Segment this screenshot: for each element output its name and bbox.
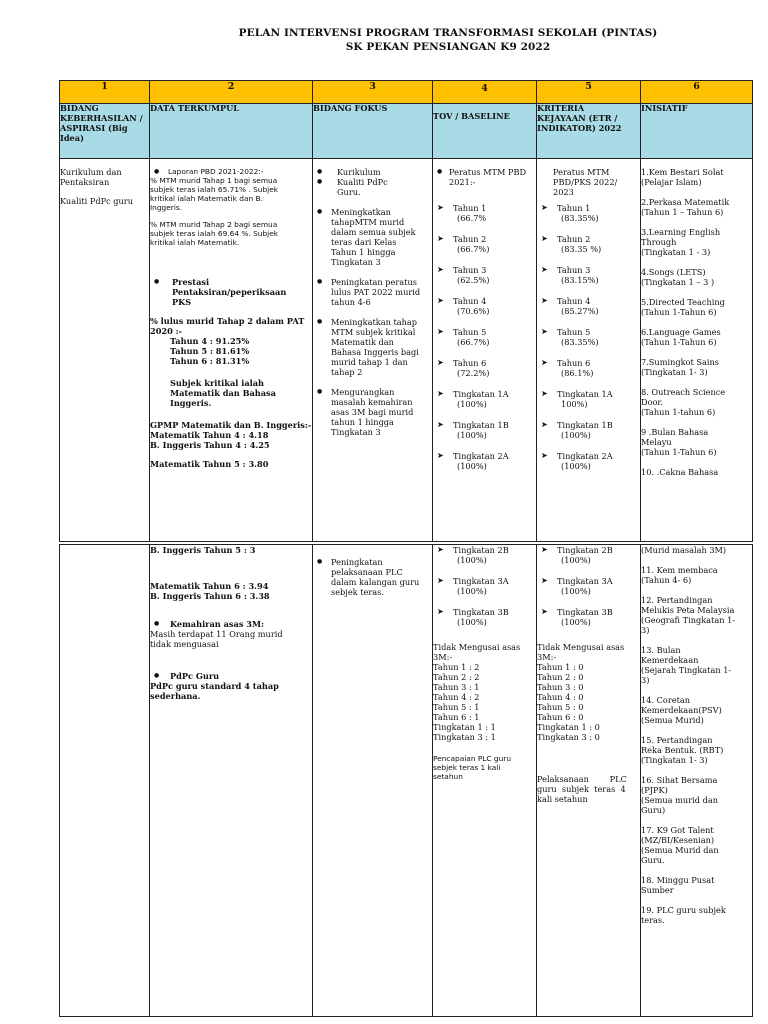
tov-item: ➤ Tahun 1 (66.7% (433, 203, 536, 223)
inisiatif-item: 1.Kem Bestari Solat (Pelajar Islam) (641, 167, 724, 187)
fokus-kurikulum: ● Kurikulum (313, 167, 432, 177)
prestasi-heading: ● Prestasi Pentaksiran/peperiksaan PKS (150, 277, 312, 307)
etr-3m-row: Tingkatan 3 : 0 (537, 732, 600, 742)
inisiatif-item: 9 .Bulan Bahasa Melayu (Tahun 1-Tahun 6) (641, 427, 717, 457)
lulus-text: % lulus murid Tahap 2 dalam PAT 2020 :- (150, 316, 305, 337)
inisiatif-item: 11. Kem membaca (Tahun 4- 6) (641, 565, 718, 585)
header-data-terkumpul: DATA TERKUMPUL (150, 104, 313, 159)
kemahiran-text: Masih terdapat 11 Orang murid tidak menguasai (150, 629, 283, 649)
gpmp-text: GPMP Matematik dan B. Inggeris:- Matematik Tahun 4 : 4.18 B. Inggeris Tahun 4 : 4.25 (150, 420, 312, 451)
etr-list-cont (537, 545, 640, 627)
etr-item: ➤ Tingkatan 1A 100%) (537, 389, 640, 409)
tov-3m-row: Tingkatan 3 : 1 (433, 732, 496, 742)
etr-item: ➤ Tingkatan 2A (100%) (537, 451, 640, 471)
tov-3m-row: Tahun 6 : 1 (433, 712, 480, 722)
tov-tidak-heading: Tidak Mengusai asas 3M:- (433, 642, 521, 662)
tahun6-scores: Matematik Tahun 6 : 3.94 B. Inggeris Tahun 6 : 3.38 (150, 581, 270, 601)
etr-3m-row: Tahun 4 : 0 (537, 692, 584, 702)
header-kriteria-kejayaan: KRITERIA KEJAYAAN (ETR / INDIKATOR) 2022 (537, 104, 641, 159)
header-bidang-keberhasilan: BIDANG KEBERHASILAN / ASPIRASI (Big Idea) (60, 104, 150, 159)
column-number-row (60, 81, 753, 104)
etr-3m-row: Tingkatan 1 : 0 (537, 722, 600, 732)
column-number-4: 4 (433, 81, 537, 104)
etr-item: ➤ Tahun 5 (83.35%) (537, 327, 640, 347)
cell-inisiatif (641, 159, 753, 542)
etr-item: ➤ Tingkatan 3A (100%) (537, 576, 640, 596)
etr-item: ➤ Tahun 6 (86.1%) (537, 358, 640, 378)
inisiatif-item: 6.Language Games (Tahun 1-Tahun 6) (641, 327, 721, 347)
header-inisiatif: INISIATIF (641, 104, 753, 159)
inisiatif-item: 8. Outreach Science Door. (Tahun 1-tahun 6) (641, 387, 726, 417)
inisiatif-item: 13. Bulan Kemerdekaan (Sejarah Tingkatan 1- 3) (641, 645, 732, 685)
etr-item: ➤ Tahun 4 (85.27%) (537, 296, 640, 316)
inisiatif-item: 2.Perkasa Matematik (Tahun 1 – Tahun 6) (641, 197, 730, 217)
cell-bidang-fokus: ● Kurikulum ● Kualiti PdPc Guru. ● Meningkatkan tahapMTM murid dalam semua subjek teras dari Kelas Tahun 1 hingga Tingkatan 3 ● Peningkatan peratus lulus PAT 2022 murid tahun 4-6 ● Meningkatkan tahap MTM subjek kritikal Matematik dan Bahasa Inggeris bagi murid tahap 1 dan tahap 2 ● Mengurangkan masalah kemahiran asas 3M bagi murid tahun 1 hingga Tingkatan 3 (313, 159, 433, 542)
inisiatif-item: 7.Sumingkot Sains (Tingkatan 1- 3) (641, 357, 719, 377)
etr-item: ➤ Tahun 2 (83.35 %) (537, 234, 640, 254)
inisiatif-item: 18. Minggu Pusat Sumber (641, 875, 715, 895)
tov-3m-row: Tahun 1 : 2 (433, 662, 480, 672)
column-header-row (60, 104, 753, 159)
cell-data-terkumpul (150, 159, 313, 542)
tov-item: ➤ Tahun 5 (66.7%) (433, 327, 536, 347)
cell-kriteria-kejayaan (537, 159, 641, 542)
fokus-item-2: ● Peningkatan peratus lulus PAT 2022 murid tahun 4-6 (313, 277, 432, 307)
tov-plc-text: Pencapaian PLC guru sebjek teras 1 kali setahun (433, 754, 512, 782)
tov-3m-row: Tahun 5 : 1 (433, 702, 480, 712)
kemahiran-heading: ● Kemahiran asas 3M: (150, 619, 312, 629)
tov-3m-row: Tahun 2 : 2 (433, 672, 480, 682)
tov-3m-rows (433, 662, 536, 742)
tov-item: ➤ Tahun 3 (62.5%) (433, 265, 536, 285)
etr-3m-row: Tahun 3 : 0 (537, 682, 584, 692)
column-number-1: 1 (60, 81, 150, 104)
column-number-3: 3 (313, 81, 433, 104)
tahap1-text: % MTM murid Tahap 1 bagi semua subjek teras ialah 65.71% . Subjek kritikal ialah Matematik dan B. Inggeris. (150, 176, 279, 213)
tov-3m-row: Tahun 4 : 2 (433, 692, 480, 702)
fokus-item-4: ● Mengurangkan masalah kemahiran asas 3M bagi murid tahun 1 hingga Tingkatan 3 (313, 387, 432, 437)
inisiatif-item: 3.Learning English Through (Tingkatan 1 - 3) (641, 227, 721, 257)
etr-item: ➤ Tingkatan 1B (100%) (537, 420, 640, 440)
cell-bidang-keberhasilan-cont (60, 545, 150, 1017)
pdpc-text: PdPc guru standard 4 tahap sederhana. (150, 681, 279, 701)
tov-item: ➤ Tingkatan 3B (100%) (433, 607, 536, 627)
tov-3m-row: Tahun 3 : 1 (433, 682, 480, 692)
inisiatif-item: 10. .Cakna Bahasa (641, 467, 719, 477)
fokus-item-1: ● Meningkatkan tahapMTM murid dalam semua subjek teras dari Kelas Tahun 1 hingga Tingkatan 3 (313, 207, 432, 267)
etr-heading: Peratus MTM PBD/PKS 2022/ 2023 (553, 167, 618, 197)
cell-kriteria-kejayaan-cont (537, 545, 641, 1017)
inisiatif-item: 16. Sihat Bersama (PJPK) (Semua murid dan Guru) (641, 775, 718, 815)
document-title: PELAN INTERVENSI PROGRAM TRANSFORMASI SEKOLAH (PINTAS) (238, 27, 658, 39)
tov-list-cont (433, 545, 536, 627)
inisiatif-item: 5.Directed Teaching (Tahun 1-Tahun 6) (641, 297, 725, 317)
etr-3m-rows (537, 662, 640, 742)
tov-3m-row: Tingkatan 1 : 1 (433, 722, 496, 732)
fokus-kualiti: ● Kualiti PdPc (313, 177, 432, 187)
column-number-6: 6 (641, 81, 753, 104)
fokus-item-plc: ● Peningkatan pelaksanaan PLC dalam kalangan guru sebjek teras. (313, 557, 432, 597)
document-subtitle: SK PEKAN PENSIANGAN K9 2022 (345, 41, 551, 53)
etr-plc-text: Pelaksanaan PLC guru subjek teras 4 kali setahun (537, 774, 627, 804)
inisiatif-item: 4.Songs (LETS) (Tingkatan 1 – 3 ) (641, 267, 715, 287)
cell-bidang-keberhasilan: Kurikulum dan Pentaksiran Kualiti PdPc guru (60, 159, 150, 542)
header-bidang-fokus: BIDANG FOKUS (313, 104, 433, 159)
cell-bidang-fokus-cont (313, 545, 433, 1017)
inisiatif-list (641, 167, 752, 477)
tov-item: ➤ Tingkatan 2B (100%) (433, 545, 536, 565)
cell-tov-baseline-cont (433, 545, 537, 1017)
tov-heading: ● Peratus MTM PBD 2021:- (433, 167, 536, 187)
content-row-part2 (60, 545, 753, 1017)
intervention-table-part1 (59, 80, 753, 542)
inisiatif-item: 15. Pertandingan Reka Bentuk. (RBT) (Tingkatan 1- 3) (641, 735, 724, 765)
tahap2-text: % MTM murid Tahap 2 bagi semua subjek teras ialah 69.64 %. Subjek kritikal ialah Matematik. (150, 220, 279, 248)
tov-item: ➤ Tingkatan 1B (100%) (433, 420, 536, 440)
header-tov-baseline: TOV / BASELINE (433, 104, 537, 159)
column-number-5: 5 (537, 81, 641, 104)
etr-tidak-heading: Tidak Mengusai asas 3M:- (537, 642, 625, 662)
intervention-table-part2 (59, 544, 753, 1017)
inisiatif-item: 19. PLC guru subjek teras. (641, 905, 726, 925)
content-row-part1 (60, 159, 753, 542)
etr-list (537, 203, 640, 471)
etr-item: ➤ Tahun 1 (83.35%) (537, 203, 640, 223)
tahun-lulus-list: Tahun 4 : 91.25% Tahun 5 : 81.61% Tahun 6 : 81.31% (170, 336, 250, 367)
laporan-pbd: ● Laporan PBD 2021-2022:- (150, 167, 312, 176)
etr-3m-row: Tahun 1 : 0 (537, 662, 584, 672)
inisiatif-item: 12. Pertandingan Melukis Peta Malaysia (Geografi Tingkatan 1- 3) (641, 595, 736, 635)
tov-list (433, 203, 536, 471)
subjek-kritikal-text: Subjek kritikal ialah Matematik dan Bahasa Inggeris. (170, 378, 276, 409)
bi-tahun5: B. Inggeris Tahun 5 : 3 (150, 545, 256, 555)
fokus-item-3: ● Meningkatkan tahap MTM subjek kritikal Matematik dan Bahasa Inggeris bagi murid tahap 1 dan tahap 2 (313, 317, 432, 377)
pdpc-heading: ● PdPc Guru (150, 671, 312, 681)
etr-3m-row: Tahun 6 : 0 (537, 712, 584, 722)
tov-item: ➤ Tahun 6 (72.2%) (433, 358, 536, 378)
cell-inisiatif-cont (641, 545, 753, 1017)
inisiatif-item: 14. Coretan Kemerdekaan(PSV) (Semua Murid) (641, 695, 722, 725)
tov-item: ➤ Tahun 4 (70.6%) (433, 296, 536, 316)
etr-item: ➤ Tahun 3 (83.15%) (537, 265, 640, 285)
tov-item: ➤ Tahun 2 (66.7%) (433, 234, 536, 254)
cell-tov-baseline (433, 159, 537, 542)
inisiatif-item: (Murid masalah 3M) (641, 545, 727, 555)
cell-data-terkumpul-cont (150, 545, 313, 1017)
etr-item: ➤ Tingkatan 2B (100%) (537, 545, 640, 565)
column-number-2: 2 (150, 81, 313, 104)
tov-item: ➤ Tingkatan 2A (100%) (433, 451, 536, 471)
tov-item: ➤ Tingkatan 3A (100%) (433, 576, 536, 596)
tov-item: ➤ Tingkatan 1A (100%) (433, 389, 536, 409)
matematik-tahun5: Matematik Tahun 5 : 3.80 (150, 459, 269, 470)
etr-item: ➤ Tingkatan 3B (100%) (537, 607, 640, 627)
inisiatif-list-cont (641, 545, 752, 925)
inisiatif-item: 17. K9 Got Talent (MZ/BI/Kesenian) (Semua Murid dan Guru. (641, 825, 719, 865)
etr-3m-row: Tahun 5 : 0 (537, 702, 584, 712)
etr-3m-row: Tahun 2 : 0 (537, 672, 584, 682)
